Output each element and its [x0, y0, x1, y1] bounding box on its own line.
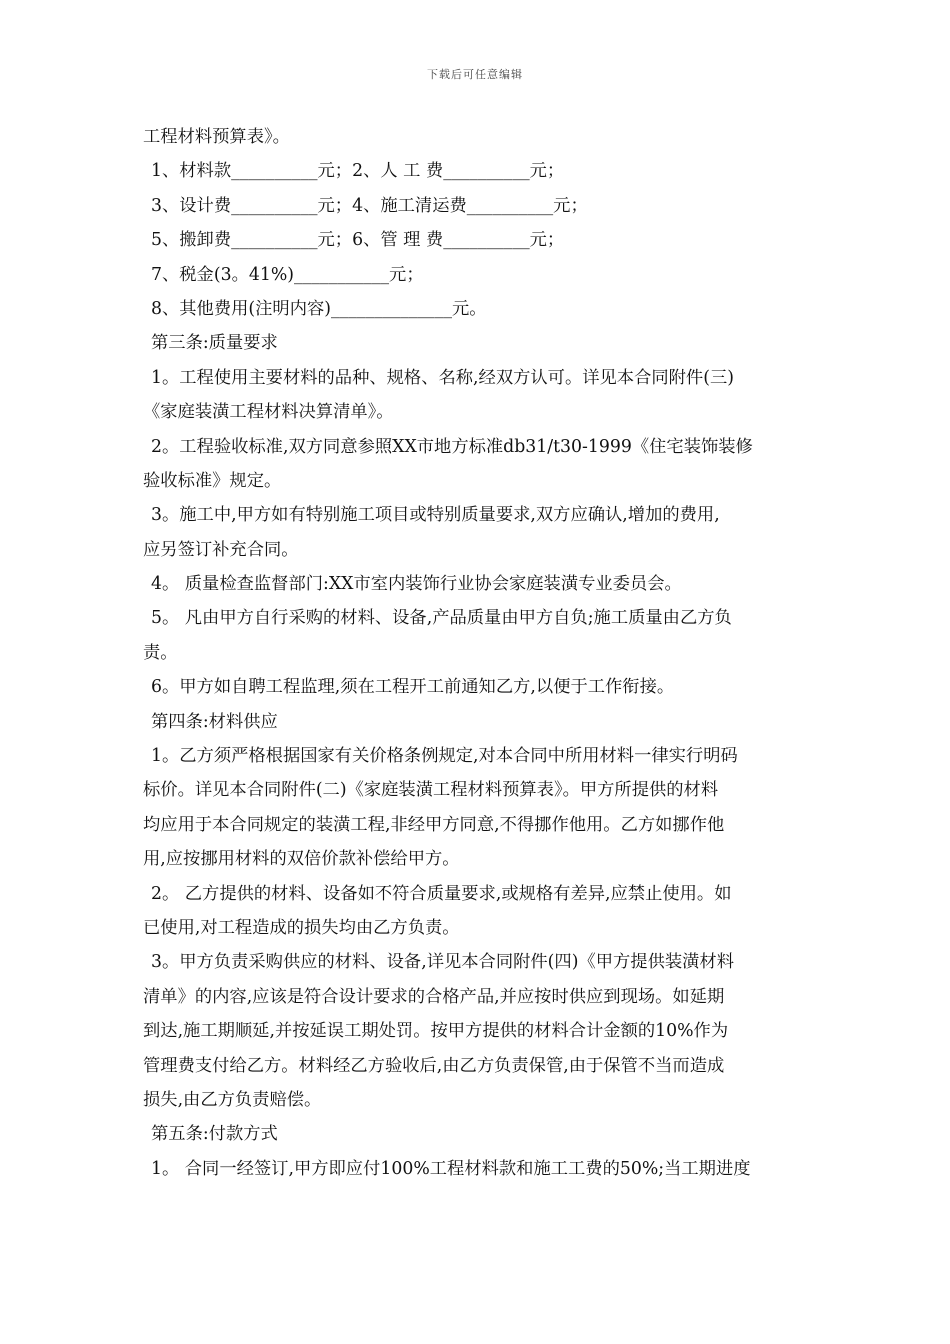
text-line: 标价。详见本合同附件(二)《家庭装潢工程材料预算表》。甲方所提供的材料 — [143, 780, 719, 801]
text-line: 4。 质量检查监督部门:XX市室内装饰行业协会家庭装潢专业委员会。 — [151, 574, 682, 595]
text-line: 2。 乙方提供的材料、设备如不符合质量要求,或规格有差异,应禁止使用。如 — [151, 883, 732, 904]
text-line: 工程材料预算表》。 — [143, 127, 290, 147]
text-line: 3。甲方负责采购供应的材料、设备,详见本合同附件(四)《甲方提供装潢材料 — [151, 952, 734, 973]
text-line: 到达,施工期顺延,并按延误工期处罚。按甲方提供的材料合计金额的10%作为 — [143, 1021, 729, 1042]
fee-item-line: 5、搬卸费__________元；6、管 理 费__________元； — [151, 230, 565, 251]
text-line: 应另签订补充合同。 — [143, 539, 299, 560]
fee-item-line: 1、材料款__________元；2、人 工 费__________元； — [151, 161, 565, 182]
text-line: 用,应按挪用材料的双倍价款补偿给甲方。 — [143, 849, 460, 870]
page-header: 下载后可任意编辑 — [427, 68, 523, 81]
text-line: 责。 — [143, 642, 178, 663]
section-heading: 第五条:付款方式 — [151, 1124, 278, 1145]
text-line: 6。甲方如自聘工程监理,须在工程开工前通知乙方,以便于工作衔接。 — [151, 677, 675, 698]
fee-item-line: 7、税金(3。41%)___________元； — [151, 264, 424, 285]
section-heading: 第三条:质量要求 — [151, 333, 278, 354]
text-line: 1。工程使用主要材料的品种、规格、名称,经双方认可。详见本合同附件(三) — [151, 367, 734, 388]
text-line: 3。施工中,甲方如有特别施工项目或特别质量要求,双方应确认,增加的费用, — [151, 505, 720, 526]
text-line: 《家庭装潢工程材料决算清单》。 — [143, 402, 394, 423]
fee-item-line: 3、设计费__________元；4、施工清运费__________元； — [151, 195, 588, 216]
text-line: 1。 合同一经签订,甲方即应付100%工程材料款和施工工费的50%;当工期进度 — [151, 1158, 751, 1179]
text-line: 已使用,对工程造成的损失均由乙方负责。 — [143, 917, 460, 938]
text-line: 验收标准》规定。 — [143, 470, 282, 491]
section-heading: 第四条:材料供应 — [151, 711, 278, 732]
text-line: 均应用于本合同规定的装潢工程,非经甲方同意,不得挪作他用。乙方如挪作他 — [143, 814, 725, 835]
text-line: 1。乙方须严格根据国家有关价格条例规定,对本合同中所用材料一律实行明码 — [151, 746, 738, 767]
text-line: 5。 凡由甲方自行采购的材料、设备,产品质量由甲方自负;施工质量由乙方负 — [151, 608, 732, 629]
text-line: 管理费支付给乙方。材料经乙方验收后,由乙方负责保管,由于保管不当而造成 — [143, 1055, 725, 1076]
text-line: 清单》的内容,应该是符合设计要求的合格产品,并应按时供应到现场。如延期 — [143, 986, 725, 1007]
fee-item-line: 8、其他费用(注明内容)______________元。 — [151, 298, 487, 319]
text-line: 损失,由乙方负责赔偿。 — [143, 1089, 322, 1110]
document-body — [143, 120, 813, 1186]
text-line: 2。工程验收标准,双方同意参照XX市地方标准db31/t30-1999《住宅装饰装修 — [151, 436, 753, 457]
